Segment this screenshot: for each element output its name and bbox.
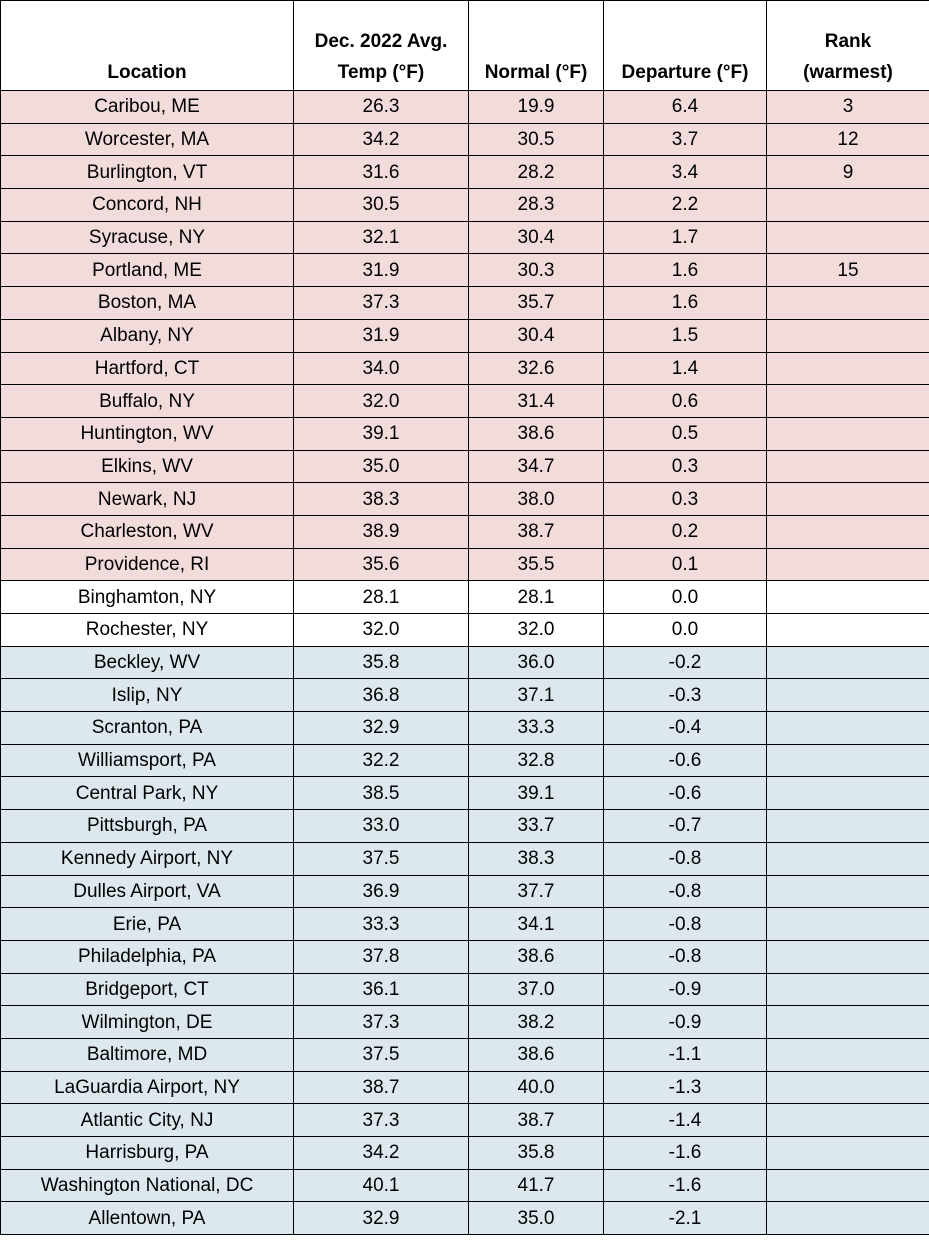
- table-row: [1, 156, 929, 189]
- table-row: [1, 483, 929, 516]
- header-departure: [604, 1, 767, 91]
- cell-normal: 39.1: [469, 777, 604, 810]
- cell-normal: 32.6: [469, 352, 604, 385]
- cell-location: Charleston, WV: [1, 515, 294, 548]
- cell-departure: -1.6: [604, 1169, 767, 1202]
- cell-departure: -0.9: [604, 973, 767, 1006]
- cell-departure: 1.7: [604, 221, 767, 254]
- cell-avg-temp: 32.1: [294, 221, 469, 254]
- table-row: [1, 1038, 929, 1071]
- cell-location: Providence, RI: [1, 548, 294, 581]
- cell-departure: 0.2: [604, 515, 767, 548]
- table-row: [1, 875, 929, 908]
- cell-departure: 0.5: [604, 417, 767, 450]
- cell-rank: [767, 973, 929, 1006]
- cell-location: Concord, NH: [1, 189, 294, 222]
- cell-rank: [767, 614, 929, 647]
- table-row: [1, 189, 929, 222]
- table-row: [1, 810, 929, 843]
- cell-rank: [767, 646, 929, 679]
- cell-location: Boston, MA: [1, 287, 294, 320]
- table-row: [1, 548, 929, 581]
- table-row: [1, 417, 929, 450]
- cell-departure: -0.6: [604, 744, 767, 777]
- cell-avg-temp: 31.9: [294, 254, 469, 287]
- cell-rank: 15: [767, 254, 929, 287]
- cell-location: Pittsburgh, PA: [1, 810, 294, 843]
- cell-normal: 37.7: [469, 875, 604, 908]
- cell-departure: -0.8: [604, 908, 767, 941]
- table-body: [1, 91, 929, 1235]
- cell-normal: 30.3: [469, 254, 604, 287]
- table-row: [1, 581, 929, 614]
- cell-departure: -0.8: [604, 842, 767, 875]
- table-row: [1, 777, 929, 810]
- table-row: [1, 940, 929, 973]
- cell-normal: 35.5: [469, 548, 604, 581]
- cell-avg-temp: 38.9: [294, 515, 469, 548]
- cell-location: Erie, PA: [1, 908, 294, 941]
- table-row: [1, 352, 929, 385]
- table-row: [1, 450, 929, 483]
- cell-rank: [767, 744, 929, 777]
- cell-rank: [767, 875, 929, 908]
- cell-normal: 28.3: [469, 189, 604, 222]
- cell-avg-temp: 37.5: [294, 842, 469, 875]
- cell-departure: 1.6: [604, 254, 767, 287]
- cell-avg-temp: 39.1: [294, 417, 469, 450]
- cell-normal: 31.4: [469, 385, 604, 418]
- cell-departure: -0.8: [604, 940, 767, 973]
- cell-location: Allentown, PA: [1, 1202, 294, 1235]
- header-avg-temp-line1: Dec. 2022 Avg.: [314, 31, 448, 52]
- table-row: [1, 908, 929, 941]
- cell-rank: [767, 450, 929, 483]
- cell-departure: 0.3: [604, 483, 767, 516]
- cell-rank: [767, 581, 929, 614]
- cell-rank: [767, 712, 929, 745]
- table-row: [1, 287, 929, 320]
- cell-avg-temp: 26.3: [294, 91, 469, 124]
- cell-departure: 0.3: [604, 450, 767, 483]
- cell-avg-temp: 36.8: [294, 679, 469, 712]
- cell-rank: [767, 679, 929, 712]
- cell-departure: 6.4: [604, 91, 767, 124]
- cell-normal: 35.7: [469, 287, 604, 320]
- cell-departure: -0.7: [604, 810, 767, 843]
- header-location: [1, 1, 294, 91]
- cell-rank: [767, 1137, 929, 1170]
- table-row: [1, 614, 929, 647]
- cell-location: Newark, NJ: [1, 483, 294, 516]
- cell-departure: 1.4: [604, 352, 767, 385]
- cell-avg-temp: 37.3: [294, 1104, 469, 1137]
- cell-rank: [767, 940, 929, 973]
- cell-location: Caribou, ME: [1, 91, 294, 124]
- cell-avg-temp: 36.9: [294, 875, 469, 908]
- header-normal: [469, 1, 604, 91]
- cell-location: Worcester, MA: [1, 123, 294, 156]
- table-row: [1, 1104, 929, 1137]
- cell-normal: 37.1: [469, 679, 604, 712]
- cell-normal: 38.6: [469, 417, 604, 450]
- cell-location: Harrisburg, PA: [1, 1137, 294, 1170]
- cell-avg-temp: 37.5: [294, 1038, 469, 1071]
- cell-location: Williamsport, PA: [1, 744, 294, 777]
- cell-normal: 33.7: [469, 810, 604, 843]
- cell-normal: 36.0: [469, 646, 604, 679]
- cell-normal: 38.6: [469, 1038, 604, 1071]
- cell-departure: 0.1: [604, 548, 767, 581]
- cell-normal: 30.4: [469, 319, 604, 352]
- table-row: [1, 1071, 929, 1104]
- cell-location: Bridgeport, CT: [1, 973, 294, 1006]
- cell-location: Atlantic City, NJ: [1, 1104, 294, 1137]
- cell-location: Kennedy Airport, NY: [1, 842, 294, 875]
- cell-rank: [767, 908, 929, 941]
- cell-rank: [767, 1202, 929, 1235]
- cell-avg-temp: 32.2: [294, 744, 469, 777]
- cell-departure: 0.6: [604, 385, 767, 418]
- cell-avg-temp: 31.9: [294, 319, 469, 352]
- cell-departure: -0.9: [604, 1006, 767, 1039]
- table-row: [1, 646, 929, 679]
- table-row: [1, 221, 929, 254]
- cell-departure: 1.5: [604, 319, 767, 352]
- cell-normal: 38.0: [469, 483, 604, 516]
- cell-avg-temp: 28.1: [294, 581, 469, 614]
- table-row: [1, 973, 929, 1006]
- table-row: [1, 319, 929, 352]
- cell-departure: -0.3: [604, 679, 767, 712]
- cell-departure: -0.2: [604, 646, 767, 679]
- cell-avg-temp: 34.2: [294, 123, 469, 156]
- cell-location: Islip, NY: [1, 679, 294, 712]
- table-header: [1, 1, 929, 91]
- cell-departure: -1.1: [604, 1038, 767, 1071]
- header-avg-temp-line2: Temp (°F): [337, 62, 425, 83]
- cell-rank: [767, 1038, 929, 1071]
- cell-rank: 9: [767, 156, 929, 189]
- header-normal-label: Normal (°F): [484, 62, 588, 83]
- cell-location: Burlington, VT: [1, 156, 294, 189]
- cell-departure: -0.8: [604, 875, 767, 908]
- cell-location: Wilmington, DE: [1, 1006, 294, 1039]
- cell-normal: 30.5: [469, 123, 604, 156]
- cell-departure: -0.4: [604, 712, 767, 745]
- table-row: [1, 1202, 929, 1235]
- cell-avg-temp: 32.9: [294, 1202, 469, 1235]
- cell-departure: -2.1: [604, 1202, 767, 1235]
- cell-rank: [767, 189, 929, 222]
- cell-location: Baltimore, MD: [1, 1038, 294, 1071]
- cell-rank: [767, 1071, 929, 1104]
- cell-rank: [767, 515, 929, 548]
- cell-location: Beckley, WV: [1, 646, 294, 679]
- header-row: [1, 1, 929, 91]
- cell-normal: 37.0: [469, 973, 604, 1006]
- header-rank-line1: Rank: [824, 31, 872, 52]
- cell-normal: 38.6: [469, 940, 604, 973]
- table-row: [1, 679, 929, 712]
- cell-normal: 40.0: [469, 1071, 604, 1104]
- cell-avg-temp: 36.1: [294, 973, 469, 1006]
- cell-normal: 32.0: [469, 614, 604, 647]
- cell-normal: 38.7: [469, 1104, 604, 1137]
- cell-rank: [767, 1104, 929, 1137]
- cell-avg-temp: 37.3: [294, 287, 469, 320]
- cell-normal: 34.7: [469, 450, 604, 483]
- table-row: [1, 744, 929, 777]
- header-rank: [767, 1, 929, 91]
- table-row: [1, 123, 929, 156]
- cell-avg-temp: 37.8: [294, 940, 469, 973]
- header-departure-label: Departure (°F): [621, 62, 749, 83]
- cell-departure: 3.4: [604, 156, 767, 189]
- cell-rank: [767, 287, 929, 320]
- header-location-label: Location: [107, 62, 187, 83]
- header-avg-temp: [294, 1, 469, 91]
- table-row: [1, 1137, 929, 1170]
- cell-avg-temp: 30.5: [294, 189, 469, 222]
- cell-location: Huntington, WV: [1, 417, 294, 450]
- table-row: [1, 515, 929, 548]
- cell-location: Buffalo, NY: [1, 385, 294, 418]
- cell-location: Elkins, WV: [1, 450, 294, 483]
- cell-avg-temp: 32.9: [294, 712, 469, 745]
- cell-rank: [767, 417, 929, 450]
- cell-departure: 0.0: [604, 581, 767, 614]
- cell-avg-temp: 38.7: [294, 1071, 469, 1104]
- cell-rank: [767, 385, 929, 418]
- cell-avg-temp: 35.6: [294, 548, 469, 581]
- cell-normal: 28.1: [469, 581, 604, 614]
- cell-rank: [767, 352, 929, 385]
- cell-avg-temp: 35.8: [294, 646, 469, 679]
- cell-avg-temp: 34.0: [294, 352, 469, 385]
- cell-rank: [767, 1006, 929, 1039]
- cell-avg-temp: 33.3: [294, 908, 469, 941]
- cell-location: Hartford, CT: [1, 352, 294, 385]
- cell-normal: 34.1: [469, 908, 604, 941]
- cell-location: Syracuse, NY: [1, 221, 294, 254]
- table-row: [1, 712, 929, 745]
- cell-location: Portland, ME: [1, 254, 294, 287]
- table-row: [1, 1169, 929, 1202]
- cell-departure: -1.4: [604, 1104, 767, 1137]
- cell-location: Scranton, PA: [1, 712, 294, 745]
- table-row: [1, 254, 929, 287]
- cell-normal: 41.7: [469, 1169, 604, 1202]
- cell-rank: [767, 483, 929, 516]
- cell-departure: 3.7: [604, 123, 767, 156]
- cell-location: Binghamton, NY: [1, 581, 294, 614]
- cell-location: Albany, NY: [1, 319, 294, 352]
- cell-avg-temp: 32.0: [294, 614, 469, 647]
- cell-location: Central Park, NY: [1, 777, 294, 810]
- cell-rank: 3: [767, 91, 929, 124]
- cell-rank: 12: [767, 123, 929, 156]
- cell-departure: -0.6: [604, 777, 767, 810]
- cell-location: Washington National, DC: [1, 1169, 294, 1202]
- cell-departure: 2.2: [604, 189, 767, 222]
- cell-normal: 35.0: [469, 1202, 604, 1235]
- cell-location: Dulles Airport, VA: [1, 875, 294, 908]
- cell-rank: [767, 842, 929, 875]
- cell-departure: -1.6: [604, 1137, 767, 1170]
- table-row: [1, 385, 929, 418]
- cell-avg-temp: 38.3: [294, 483, 469, 516]
- cell-rank: [767, 777, 929, 810]
- cell-avg-temp: 34.2: [294, 1137, 469, 1170]
- cell-normal: 19.9: [469, 91, 604, 124]
- cell-location: Rochester, NY: [1, 614, 294, 647]
- cell-departure: -1.3: [604, 1071, 767, 1104]
- cell-avg-temp: 38.5: [294, 777, 469, 810]
- cell-location: Philadelphia, PA: [1, 940, 294, 973]
- cell-rank: [767, 319, 929, 352]
- cell-avg-temp: 32.0: [294, 385, 469, 418]
- cell-rank: [767, 221, 929, 254]
- cell-avg-temp: 31.6: [294, 156, 469, 189]
- cell-rank: [767, 1169, 929, 1202]
- cell-avg-temp: 37.3: [294, 1006, 469, 1039]
- cell-normal: 33.3: [469, 712, 604, 745]
- cell-avg-temp: 40.1: [294, 1169, 469, 1202]
- header-rank-line2: (warmest): [803, 62, 893, 83]
- cell-normal: 32.8: [469, 744, 604, 777]
- cell-normal: 38.3: [469, 842, 604, 875]
- table-row: [1, 1006, 929, 1039]
- cell-rank: [767, 548, 929, 581]
- cell-rank: [767, 810, 929, 843]
- cell-departure: 1.6: [604, 287, 767, 320]
- cell-normal: 30.4: [469, 221, 604, 254]
- cell-normal: 35.8: [469, 1137, 604, 1170]
- cell-departure: 0.0: [604, 614, 767, 647]
- cell-avg-temp: 35.0: [294, 450, 469, 483]
- cell-location: LaGuardia Airport, NY: [1, 1071, 294, 1104]
- table-row: [1, 91, 929, 124]
- cell-normal: 38.2: [469, 1006, 604, 1039]
- cell-normal: 28.2: [469, 156, 604, 189]
- cell-avg-temp: 33.0: [294, 810, 469, 843]
- cell-normal: 38.7: [469, 515, 604, 548]
- table-row: [1, 842, 929, 875]
